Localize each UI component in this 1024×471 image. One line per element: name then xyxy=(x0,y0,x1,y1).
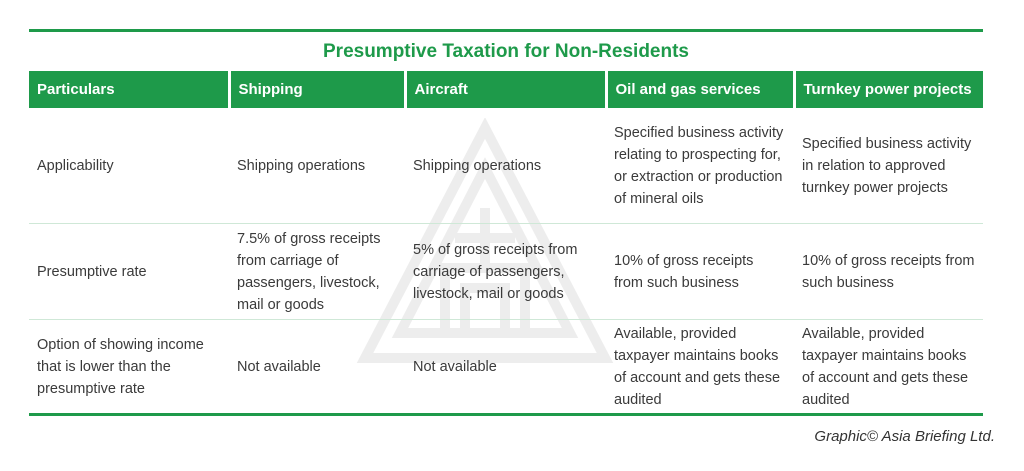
cell-oil-gas: Specified business activity relating to prospecting for, or extraction or production of mineral oils xyxy=(614,124,784,207)
cell-particular: Presumptive rate xyxy=(37,263,147,280)
cell-shipping: Shipping operations xyxy=(237,157,366,174)
cell-shipping: 7.5% of gross receipts from carriage of passengers, livestock, mail or goods xyxy=(237,230,381,313)
cell-aircraft: Not available xyxy=(413,358,497,375)
header-oil-gas: Oil and gas services xyxy=(606,71,794,108)
cell-shipping: Not available xyxy=(237,358,321,375)
header-turnkey: Turnkey power projects xyxy=(794,71,983,108)
table-row xyxy=(29,108,983,224)
header-particulars: Particulars xyxy=(29,71,229,108)
cell-oil-gas: 10% of gross receipts from such business xyxy=(614,252,754,291)
table-container xyxy=(29,29,983,416)
cell-aircraft: 5% of gross receipts from carriage of passengers, livestock, mail or goods xyxy=(413,241,578,302)
graphic-credit: Graphic© Asia Briefing Ltd. xyxy=(814,428,995,445)
cell-oil-gas: Available, provided taxpayer maintains books of account and gets these audited xyxy=(614,325,781,408)
cell-aircraft: Shipping operations xyxy=(413,157,542,174)
cell-turnkey: Specified business activity in relation to approved turnkey power projects xyxy=(802,135,972,196)
bottom-rule xyxy=(29,413,983,416)
cell-turnkey: Available, provided taxpayer maintains books of account and gets these audited xyxy=(802,325,969,408)
table-row xyxy=(29,224,983,320)
header-aircraft: Aircraft xyxy=(405,71,606,108)
table-title: Presumptive Taxation for Non-Residents xyxy=(323,41,689,62)
cell-particular: Applicability xyxy=(37,157,114,174)
table-row xyxy=(29,320,983,414)
header-row xyxy=(29,71,983,108)
header-shipping: Shipping xyxy=(229,71,405,108)
presumptive-taxation-table xyxy=(29,71,983,413)
cell-turnkey: 10% of gross receipts from such business xyxy=(802,252,975,291)
cell-particular: Option of showing income that is lower than the presumptive rate xyxy=(37,336,204,397)
